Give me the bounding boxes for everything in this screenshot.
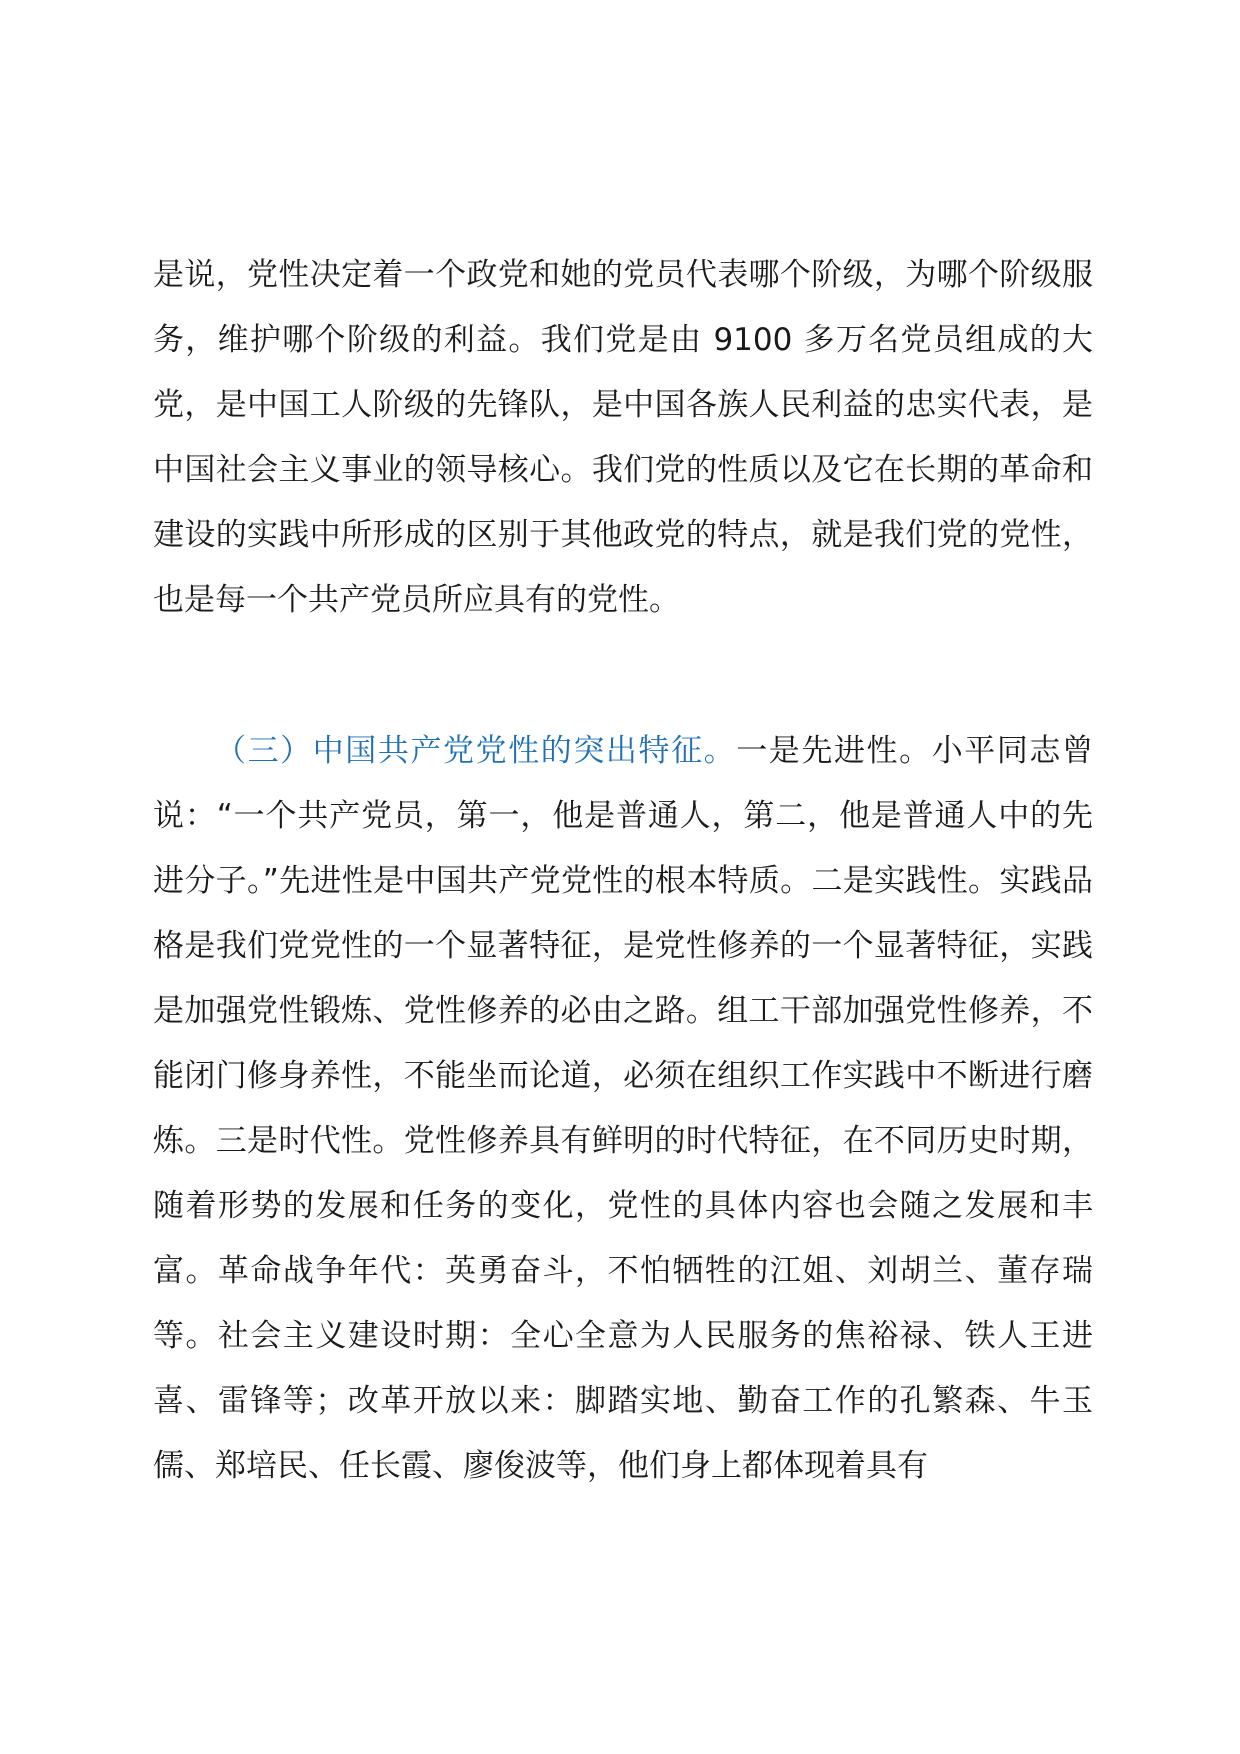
paragraph-section-three <box>153 719 1093 1499</box>
section-heading: （三）中国共产党党性的突出特征。 <box>215 733 737 769</box>
section-body: 一是先进性。小平同志曾说：“一个共产党员，第一，他是普通人，第二，他是普通人中的先进分子。”先进性是中国共产党党性的根本特质。二是实践性。实践品格是我们党党性的一个显著特征，是党性修养的一个显著特征，实践是加强党性锻炼、党性修养的必由之路。组工干部加强党性修养，不能闭门修身养性，不能坐而论道，必须在组织工作实践中不断进行磨炼。三是时代性。党性修养具有鲜明的时代特征，在不同历史时期，随着形势的发展和任务的变化，党性的具体内容也会随之发展和丰富。革命战争年代：英勇奋斗，不怕牺牲的江姐、刘胡兰、董存瑞等。社会主义建设时期：全心全意为人民服务的焦裕禄、铁人王进喜、雷锋等；改革开放以来：脚踏实地、勤奋工作的孔繁森、牛玉儒、郑培民、任长霞、廖俊波等，他们身上都体现着具有 <box>153 733 1094 1484</box>
paragraph-continued: 是说，党性决定着一个政党和她的党员代表哪个阶级，为哪个阶级服务，维护哪个阶级的利益。我们党是由 9100 多万名党员组成的大党，是中国工人阶级的先锋队，是中国各族人民利益的忠实代表，是中国社会主义事业的领导核心。我们党的性质以及它在长期的革命和建设的实践中所形成的区别于其他政党的特点，就是我们党的党性，也是每一个共产党员所应具有的党性。 <box>153 257 1093 618</box>
